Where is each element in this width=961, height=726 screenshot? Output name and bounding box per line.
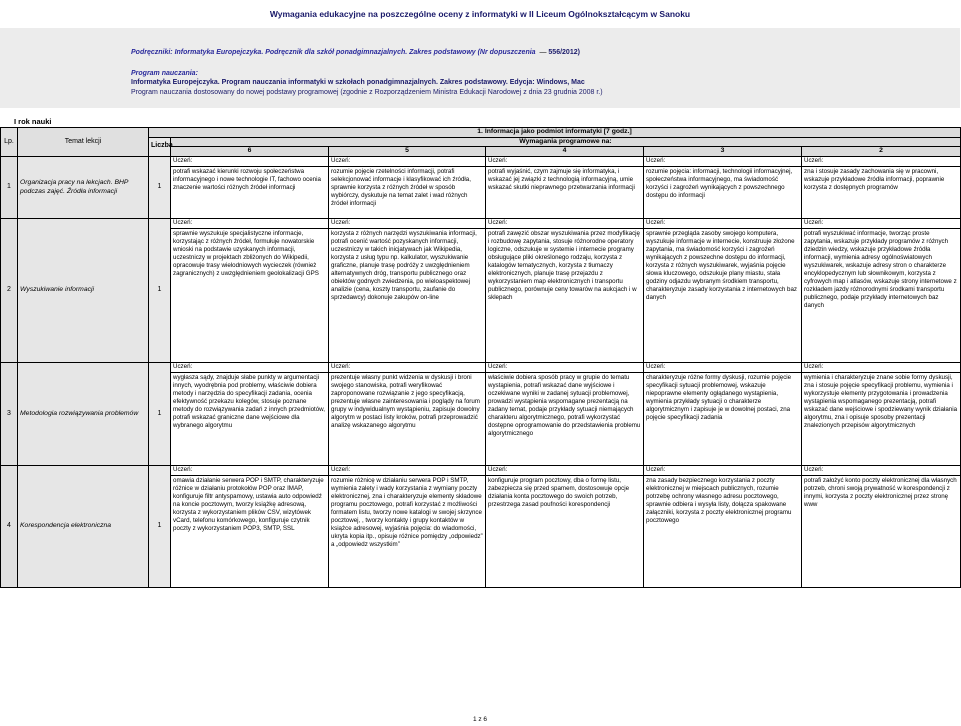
requirement-cell	[802, 466, 961, 588]
requirement-text: zna i stosuje zasady zachowania się w pracowni, wskazuje przykładowe źródła informacji, poprawnie korzysta z dostępnych programów	[804, 168, 945, 191]
row-lp: 3	[1, 363, 18, 466]
student-label: Uczeń:	[644, 219, 801, 229]
grade-2-header: 2	[802, 147, 961, 157]
student-label: Uczeń:	[802, 363, 960, 373]
requirement-cell	[329, 466, 486, 588]
row-topic: Organizacja pracy na lekcjach. BHP podczas zajęć. Źródła informacji	[18, 157, 149, 219]
requirement-text: potrafi zawęzić obszar wyszukiwania przez modyfikację i rozbudowę zapytania, stosuje różnorodne operatory logiczne, odszukuje w systemie i internecie programy obsługujące pliki określonego rodzaju, korzysta z katalogów tematycznych, korzysta z tłumaczy elektronicznych, planuje trasę przejazdu z wykorzystaniem map elektronicznych i transportu publicznego, porównuje ceny towarów na aukcjach i w sklepach	[488, 230, 640, 301]
textbook-text: Informatyka Europejczyka. Podręcznik dla szkół ponadgimnazjalnych. Zakres podstawowy (Nr dopuszczenia	[172, 49, 536, 56]
topic-header: Temat lekcji	[18, 128, 149, 157]
student-label: Uczeń:	[644, 466, 801, 476]
school-year-label: I rok nauki	[14, 117, 52, 126]
approval-number: 556/2012)	[548, 49, 580, 56]
grade-4-header: 4	[486, 147, 644, 157]
requirement-text: potrafi założyć konto poczty elektronicznej dla własnych potrzeb, chroni swoją prywatność w korespondencji z innymi, korzysta z poczty elektronicznej przez stronę www	[804, 477, 957, 508]
approval-dash: —	[537, 49, 549, 56]
requirement-cell	[486, 466, 644, 588]
page-number: 1 z 6	[472, 716, 488, 723]
table-row	[1, 157, 961, 219]
requirement-text: prezentuje własny punkt widzenia w dyskusji i broni swojego stanowiska, potrafi weryfikować zaproponowane rozwiązanie z jego specyfikacją, prezentuje własne zainteresowania i poglądy na forum grupy w indywidualnym wystąpieniu, zapisuje dowolny algorytm w postaci listy kroków, potrafi przeprowadzić analizę wskazanego algorytmu	[331, 374, 480, 429]
row-hours: 1	[149, 157, 171, 219]
requirement-cell	[329, 157, 486, 219]
table-row	[1, 466, 961, 588]
requirement-text: sprawnie wyszukuje specjalistyczne informacje, korzystając z różnych źródeł, formułuje nowatorskie wnioski na podstawie uzyskanych informacji, uczestniczy w projektach zbliżonych do Wikipedii, opracowuje trasy wielodniowych wycieczek (również zagranicznych) z uwzględnieniem geolokalizacji GPS	[173, 230, 319, 277]
requirement-cell	[486, 157, 644, 219]
student-label: Uczeń:	[329, 363, 485, 373]
student-label: Uczeń:	[644, 363, 801, 373]
student-label: Uczeń:	[802, 157, 960, 167]
student-label: Uczeń:	[486, 466, 643, 476]
requirement-text: zna zasady bezpiecznego korzystania z poczty elektronicznej w miejscach publicznych, rozumie potrzebę ochrony własnego adresu pocztowego, sprawnie odbiera i wysyła listy, dołącza spakowane załączniki, korzysta z poczty elektronicznej programu pocztowego	[646, 477, 792, 524]
requirements-header: Wymagania programowe na:	[171, 137, 961, 147]
requirement-text: rozumie pojęcia: informacji, technologii informacyjnej, społeczeństwa informacyjnego, ma świadomość korzyści i zagrożeń wynikających z powszechnego dostępu do informacji	[646, 168, 793, 199]
row-hours: 1	[149, 219, 171, 363]
requirement-cell	[171, 363, 329, 466]
requirement-cell	[802, 157, 961, 219]
requirement-text: sprawnie przegląda zasoby swojego komputera, wyszukuje informacje w internecie, konstruuje złożone zapytania, ma świadomość korzyści i zagrożeń wynikających z powszechne dostępu do informacji, korzysta z różnych wyszukiwarek, wyjaśnia pojęcie słowa kluczowego, odszukuje plany miastu, stała godziny odjazdu wybranym środkiem transportu, charakteryzuje zasady korzystania z internetowych baz danych	[646, 230, 797, 301]
student-label: Uczeń:	[486, 219, 643, 229]
student-label: Uczeń:	[802, 219, 960, 229]
requirement-text: rozumie pojęcie rzetelności informacji, potrafi selekcjonować informacje i klasyfikować ich źródła, sprawnie korzysta z różnych źródeł w sposób wybiórczy, dyskutuje na temat zalet i wad różnych źródeł informacji	[331, 168, 471, 207]
grade-6-header: 6	[171, 147, 329, 157]
row-topic: Metodologia rozwiązywania problemów	[18, 363, 149, 466]
requirement-cell	[329, 363, 486, 466]
student-label: Uczeń:	[171, 466, 328, 476]
requirement-cell	[171, 157, 329, 219]
section-title: 1. Informacja jako podmiot informatyki [7 godz.]	[149, 128, 961, 138]
program-info-box	[0, 28, 960, 108]
lp-header: Lp.	[1, 128, 18, 157]
row-lp: 2	[1, 219, 18, 363]
requirement-cell	[644, 466, 802, 588]
requirement-cell	[171, 466, 329, 588]
program-line-1: Informatyka Europejczyka. Program nauczania informatyki w szkołach ponadgimnazjalnych. Zakres podstawowy. Edycja: Windows, Mac	[131, 79, 585, 86]
document-title: Wymagania edukacyjne na poszczególne oceny z informatyki w II Liceum Ogólnokształcącym w Sanoku	[269, 9, 691, 19]
program-label: Program nauczania:	[131, 70, 198, 77]
student-label: Uczeń:	[486, 157, 643, 167]
requirement-text: potrafi wskazać kierunki rozwoju społeczeństwa informacyjnego i nowe technologie IT, fachowo ocenia znaczenie wartości różnych źródeł informacji	[173, 168, 321, 191]
requirement-cell	[644, 363, 802, 466]
requirement-text: korzysta z różnych narzędzi wyszukiwania informacji, potrafi ocenić wartość pozyskanych informacji, uczestniczy w takich inicjatywach jak Wikipedia, korzysta z usług typu np. kalkulator, wyszukiwanie graficzne, planuje trasę podróży z uwzględnieniem alternatywnych dróg, transportu publicznego oraz obiektów godnych zwiedzenia, po wieloaspektowej analizie (cena, koszty transportu, zaufanie do sprzedawcy) dokonuje zakupów on-line	[331, 230, 477, 301]
requirement-text: wygłasza sądy, znajduje słabe punkty w argumentacji innych, wyodrębnia pod problemy, właściwie dobiera metody i narzędzia do specyfikacji zadania, ocenia efektywność przekazu kolegów, stosuje poznane metody do rozwiązywania zadań z innych przedmiotów, potrafi wskazać graniczne dane wejściowe dla wybranego algorytmu	[173, 374, 326, 429]
student-label: Uczeń:	[329, 157, 485, 167]
table-row	[1, 363, 961, 466]
program-line-2: Program nauczania dostosowany do nowej podstawy programowej (zgodnie z Rozporządzeniem Ministra Edukacji Narodowej z dnia 23 grudnia 2008 r.)	[131, 89, 603, 96]
requirement-cell	[171, 219, 329, 363]
requirement-text: potrafi wyjaśnić, czym zajmuje się informatyka, i wskazać jej związki z technologią informacyjną, umie wskazać skutki nieprawnego przetwarzania informacji	[488, 168, 635, 191]
requirement-text: rozumie różnicę w działaniu serwera POP i SMTP, wymienia zalety i wady korzystania z wymiany poczty elektronicznej, zna i charakteryzuje elementy składowe programu pocztowego, potrafi korzystać z możliwości formatem listu, tworzy nowe katalogi w swojej skrzynce pocztowej, , tworzy kontakty i grupy kontaktów w książce adresowej, wyjaśnia pojęcia: do wiadomości, ukryta kopia itp., opisuje różnice pomiędzy „odpowiedz” a „odpowiedz wszystkim”	[331, 477, 483, 548]
table-row	[1, 219, 961, 363]
requirement-cell	[644, 219, 802, 363]
requirement-cell	[486, 219, 644, 363]
row-topic: Korespondencja elektroniczna	[18, 466, 149, 588]
student-label: Uczeń:	[171, 219, 328, 229]
textbook-line	[131, 49, 580, 56]
student-label: Uczeń:	[171, 363, 328, 373]
textbook-label: Podręczniki:	[131, 49, 173, 56]
student-label: Uczeń:	[329, 466, 485, 476]
requirement-text: konfiguruje program pocztowy, dba o formę listu, zabezpiecza się przed spamem, dostosowuje opcje działania konta pocztowego do swoich potrzeb, przestrzega zasad poufności korespondencji	[488, 477, 630, 508]
requirement-cell	[802, 363, 961, 466]
grade-5-header: 5	[329, 147, 486, 157]
student-label: Uczeń:	[486, 363, 643, 373]
row-lp: 1	[1, 157, 18, 219]
requirement-text: właściwie dobiera sposób pracy w grupie do tematu wystąpienia, potrafi wskazać dane wyjściowe i oczekiwane wyniki w zadanej sytuacji problemowej, prowadzi wystąpienia wspomagane prezentacją na zadany temat, podaje przykłady sytuacji niemających charakteru algorytmicznego, potrafi wykorzystać dostępne oprogramowanie do przedstawienia problemu algorytmicznego	[488, 374, 641, 437]
row-hours: 1	[149, 363, 171, 466]
row-lp: 4	[1, 466, 18, 588]
grade-3-header: 3	[644, 147, 802, 157]
student-label: Uczeń:	[802, 466, 960, 476]
student-label: Uczeń:	[171, 157, 328, 167]
requirement-text: potrafi wyszukiwać informacje, tworząc proste zapytania, wskazuje przykłady programów z różnych dziedzin wiedzy, wskazuje przykładowe źródła informacji, wymienia adresy ogólnoświatowych wyszukiwarek, wskazuje adresy stron o charakterze encyklopedycznym lub słownikowym, korzysta z cyfrowych map i atlasów, wskazuje strony internetowe z rozkładem jazdy różnorodnymi środkami transportu publicznego, podaje przykłady internetowych baz danych	[804, 230, 957, 309]
row-topic: Wyszukiwanie informacji	[18, 219, 149, 363]
student-label: Uczeń:	[329, 219, 485, 229]
row-hours: 1	[149, 466, 171, 588]
hours-header: Liczba	[149, 137, 171, 156]
requirement-text: charakteryzuje różne formy dyskusji, rozumie pojęcie specyfikacji sytuacji problemowej, wskazuje niepoprawne elementy ogłądanego wystąpienia, wymienia przykłady sytuacji o charakterze algorytmicznym i zapisuje je w dowolnej postaci, zna pojęcie specyfikacji zadania	[646, 374, 792, 421]
requirement-cell	[329, 219, 486, 363]
requirement-cell	[644, 157, 802, 219]
requirements-table	[0, 127, 961, 588]
student-label: Uczeń:	[644, 157, 801, 167]
requirement-cell	[802, 219, 961, 363]
requirement-text: wymienia i charakteryzuje znane sobie formy dyskusji, zna i stosuje pojęcie specyfikacji problemu, wymienia i wykorzystuje elementy przygotowania i prowadzenia wystąpienia wspomaganego prezentacją, potrafi wskazać dane wejściowe i spodziewany wynik działania algorytmu, zna i opisuje sposoby prezentacji znalezionych przepisów algorytmicznych	[804, 374, 958, 429]
requirement-cell	[486, 363, 644, 466]
requirement-text: omawia działanie serwera POP i SMTP, charakteryzuje różnice w działaniu protokołów POP oraz IMAP, konfiguruje filtr antyspamowy, ustawia auto odpowiedź na koncie pocztowym, tworzy książkę adresową, korzysta z wykorzystaniem plików CSV, wizytówek vCard, telefonu komórkowego, konfiguruje czytnik poczty z wykorzystaniem POP3, SMTP, SSL	[173, 477, 324, 532]
